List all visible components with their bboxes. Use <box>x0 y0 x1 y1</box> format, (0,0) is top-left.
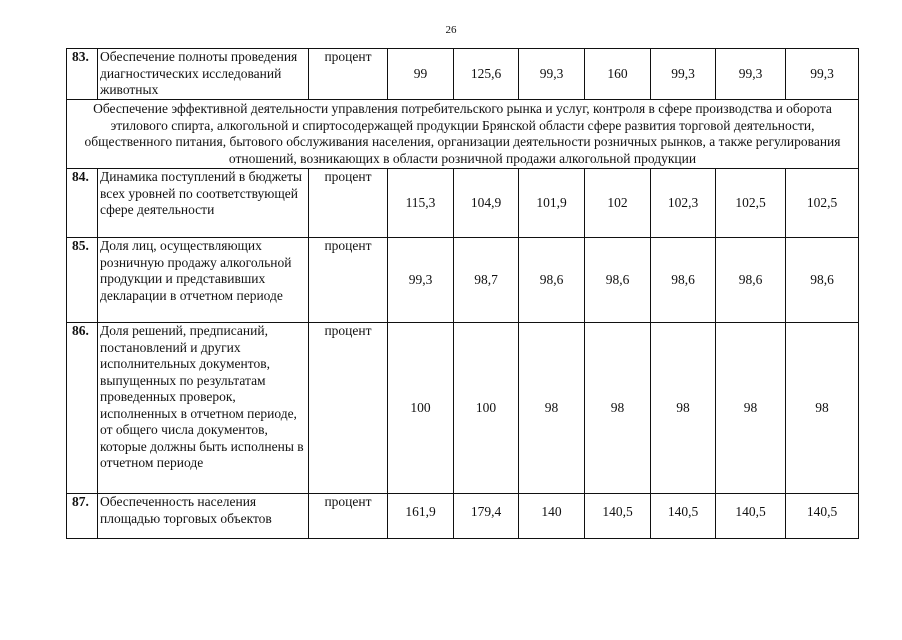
indicators-table <box>66 48 859 539</box>
value-cell: 140,5 <box>651 494 716 539</box>
indicator-name: Динамика поступлений в бюджеты всех уровней по соответствующей сфере деятельности <box>98 169 309 238</box>
unit-cell: процент <box>309 49 388 100</box>
value-cell: 140 <box>519 494 585 539</box>
indicator-name: Обеспеченность населения площадью торговых объектов <box>98 494 309 539</box>
value-cell: 98,6 <box>716 238 786 323</box>
value-cell: 179,4 <box>454 494 519 539</box>
unit-cell: процент <box>309 169 388 238</box>
table-row <box>67 49 859 100</box>
value-cell: 98,6 <box>786 238 859 323</box>
value-cell: 98 <box>716 323 786 494</box>
row-number: 83. <box>67 49 98 100</box>
value-cell: 98,6 <box>651 238 716 323</box>
row-number: 85. <box>67 238 98 323</box>
value-cell: 98,6 <box>585 238 651 323</box>
value-cell: 98 <box>519 323 585 494</box>
value-cell: 102,5 <box>786 169 859 238</box>
unit-cell: процент <box>309 323 388 494</box>
value-cell: 98,7 <box>454 238 519 323</box>
value-cell: 99,3 <box>716 49 786 100</box>
value-cell: 98 <box>651 323 716 494</box>
value-cell: 160 <box>585 49 651 100</box>
value-cell: 99,3 <box>786 49 859 100</box>
section-heading-row <box>67 100 859 169</box>
value-cell: 140,5 <box>585 494 651 539</box>
indicator-name: Доля решений, предписаний, постановлений и других исполнительных документов, выпущенных по результатам проведенных проверок, исполненных в отчетном периоде, от общего числа документов, которые должны быть исполнены в отчетном периоде <box>98 323 309 494</box>
value-cell: 125,6 <box>454 49 519 100</box>
unit-cell: процент <box>309 238 388 323</box>
table-row <box>67 169 859 238</box>
row-number: 87. <box>67 494 98 539</box>
value-cell: 102,3 <box>651 169 716 238</box>
value-cell: 99,3 <box>651 49 716 100</box>
value-cell: 104,9 <box>454 169 519 238</box>
value-cell: 99,3 <box>388 238 454 323</box>
row-number: 86. <box>67 323 98 494</box>
value-cell: 101,9 <box>519 169 585 238</box>
value-cell: 102,5 <box>716 169 786 238</box>
value-cell: 115,3 <box>388 169 454 238</box>
value-cell: 98 <box>585 323 651 494</box>
value-cell: 98 <box>786 323 859 494</box>
page-number: 26 <box>445 24 457 36</box>
section-heading: Обеспечение эффективной деятельности управления потребительского рынка и услуг, контроля в сфере производства и оборота этилового спирта, алкогольной и спиртосодержащей продукции Брянской области сфере развития торговой деятельности, общественного питания, бытового обслуживания населения, организации деятельности розничных рынков, а также регулирования отношений, возникающих в области розничной продажи алкогольной продукции <box>67 100 859 169</box>
table-row <box>67 238 859 323</box>
value-cell: 98,6 <box>519 238 585 323</box>
value-cell: 99 <box>388 49 454 100</box>
indicator-name: Доля лиц, осуществляющих розничную продажу алкогольной продукции и представивших декларации в отчетном периоде <box>98 238 309 323</box>
table-row <box>67 323 859 494</box>
value-cell: 140,5 <box>716 494 786 539</box>
value-cell: 100 <box>388 323 454 494</box>
value-cell: 99,3 <box>519 49 585 100</box>
table-row <box>67 494 859 539</box>
value-cell: 140,5 <box>786 494 859 539</box>
indicator-name: Обеспечение полноты проведения диагностических исследований животных <box>98 49 309 100</box>
value-cell: 100 <box>454 323 519 494</box>
unit-cell: процент <box>309 494 388 539</box>
value-cell: 102 <box>585 169 651 238</box>
row-number: 84. <box>67 169 98 238</box>
value-cell: 161,9 <box>388 494 454 539</box>
